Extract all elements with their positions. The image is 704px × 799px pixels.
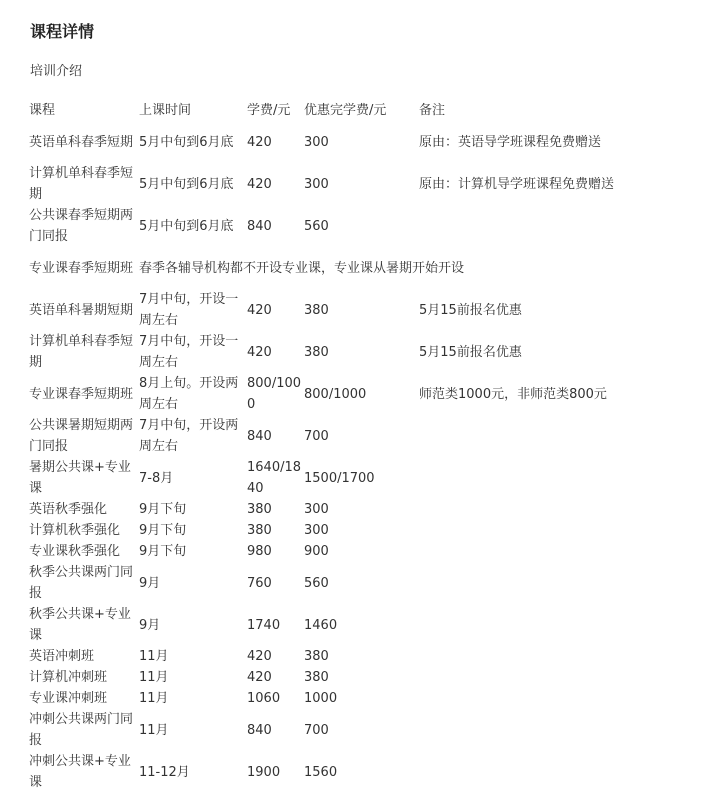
cell-course-name: 英语秋季强化 (29, 502, 108, 517)
cell-note (419, 751, 669, 793)
page-title: 课程详情 (30, 22, 95, 41)
table-row (29, 499, 669, 520)
cell-note (419, 604, 669, 646)
cell-note: 原由：计算机导学班课程免费赠送 (419, 176, 615, 192)
cell-discount-fee: 300 (304, 502, 329, 517)
header-note: 备注 (419, 103, 446, 118)
table-body (29, 121, 669, 793)
cell-fee: 1740 (247, 617, 281, 633)
cell-time: 11月 (139, 649, 169, 664)
header-fee: 学费/元 (247, 103, 291, 118)
cell-time: 11-12月 (139, 764, 190, 780)
cell-discount-fee: 380 (304, 344, 329, 360)
table-row (29, 457, 669, 499)
cell-course-name: 英语单科春季短期 (29, 134, 134, 150)
table-row (29, 121, 669, 163)
cell-discount-fee: 560 (304, 575, 329, 591)
table-row (29, 688, 669, 709)
cell-course-name: 计算机秋季强化 (29, 523, 121, 538)
cell-course-name: 专业课春季短期班 (29, 260, 134, 276)
cell-course-name: 冲刺公共课两门同报 (29, 712, 134, 748)
cell-fee: 380 (247, 502, 272, 517)
cell-note (419, 646, 669, 667)
header-course: 课程 (29, 103, 56, 118)
cell-course-name: 公共课春季短期两门同报 (29, 208, 134, 244)
cell-note (419, 205, 669, 247)
cell-time: 9月下旬 (139, 544, 187, 559)
cell-time: 5月中旬到6月底 (139, 218, 234, 234)
cell-time: 9月下旬 (139, 523, 187, 538)
cell-discount-fee: 1460 (304, 617, 338, 633)
cell-course-name: 计算机单科春季短期 (29, 334, 134, 370)
cell-discount-fee: 700 (304, 428, 329, 444)
cell-course-name: 冲刺公共课+专业课 (29, 754, 131, 790)
cell-course-name: 英语单科暑期短期 (29, 302, 134, 318)
table-row (29, 562, 669, 604)
cell-note (419, 667, 669, 688)
cell-discount-fee: 800/1000 (304, 386, 367, 402)
cell-time: 11月 (139, 722, 169, 738)
cell-note (419, 520, 669, 541)
cell-time: 11月 (139, 670, 169, 685)
cell-note (419, 499, 669, 520)
cell-time: 11月 (139, 691, 169, 706)
header-time: 上课时间 (139, 103, 192, 118)
cell-discount-fee: 1560 (304, 764, 338, 780)
cell-course-name: 英语冲刺班 (29, 649, 95, 664)
cell-fee: 1640/1840 (247, 460, 302, 496)
cell-course-name: 专业课冲刺班 (29, 691, 108, 706)
cell-discount-fee: 300 (304, 176, 329, 192)
cell-note: 5月15前报名优惠 (419, 344, 522, 360)
section-title: 培训介绍 (30, 64, 83, 79)
table-row (29, 541, 669, 562)
cell-discount-fee: 300 (304, 523, 329, 538)
table-row (29, 604, 669, 646)
cell-fee: 840 (247, 722, 272, 738)
cell-discount-fee: 380 (304, 649, 329, 664)
cell-discount-fee: 300 (304, 134, 329, 150)
cell-fee: 420 (247, 134, 272, 150)
table-row (29, 520, 669, 541)
table-row (29, 751, 669, 793)
cell-time: 7月中旬，开设一周左右 (139, 334, 239, 370)
cell-discount-fee: 380 (304, 670, 329, 685)
cell-time: 8月上旬。开设两周左右 (139, 376, 239, 412)
cell-time: 5月中旬到6月底 (139, 176, 234, 192)
cell-course-name: 秋季公共课两门同报 (29, 565, 134, 601)
cell-time: 5月中旬到6月底 (139, 134, 234, 150)
table-row (29, 373, 669, 415)
cell-course-name: 计算机单科春季短期 (29, 166, 134, 202)
table-row (29, 205, 669, 247)
cell-discount-fee: 380 (304, 302, 329, 318)
cell-fee: 840 (247, 428, 272, 444)
cell-discount-fee: 700 (304, 722, 329, 738)
cell-fee: 840 (247, 218, 272, 234)
cell-time: 7-8月 (139, 470, 174, 486)
cell-fee: 760 (247, 575, 272, 591)
table-row (29, 289, 669, 331)
cell-time: 7月中旬，开设两周左右 (139, 418, 239, 454)
cell-time: 9月 (139, 617, 161, 633)
cell-fee: 1060 (247, 691, 281, 706)
course-table (29, 100, 669, 793)
cell-note (419, 709, 669, 751)
cell-time: 7月中旬，开设一周左右 (139, 292, 239, 328)
cell-note: 师范类1000元，非师范类800元 (419, 386, 607, 402)
cell-time: 9月下旬 (139, 502, 187, 517)
cell-course-name: 暑期公共课+专业课 (29, 460, 131, 496)
table-row (29, 667, 669, 688)
cell-course-name: 专业课春季短期班 (29, 386, 134, 402)
cell-note (419, 541, 669, 562)
cell-course-name: 计算机冲刺班 (29, 670, 108, 685)
table-row (29, 646, 669, 667)
cell-fee: 380 (247, 523, 272, 538)
cell-discount-fee: 560 (304, 218, 329, 234)
cell-note (419, 688, 669, 709)
cell-note (419, 457, 669, 499)
cell-fee: 800/1000 (247, 376, 302, 412)
cell-fee: 420 (247, 344, 272, 360)
cell-discount-fee: 900 (304, 544, 329, 559)
cell-discount-fee: 1000 (304, 691, 338, 706)
cell-fee: 1900 (247, 764, 281, 780)
cell-discount-fee: 1500/1700 (304, 470, 375, 486)
cell-fee: 420 (247, 670, 272, 685)
table-row (29, 247, 669, 289)
cell-time: 9月 (139, 575, 161, 591)
cell-merged-note: 春季各辅导机构都不开设专业课，专业课从暑期开始开设 (139, 260, 465, 276)
cell-note: 原由：英语导学班课程免费赠送 (419, 134, 602, 150)
cell-note (419, 415, 669, 457)
cell-fee: 420 (247, 302, 272, 318)
cell-fee: 980 (247, 544, 272, 559)
table-row (29, 709, 669, 751)
table-row (29, 331, 669, 373)
header-discount-fee: 优惠完学费/元 (304, 103, 387, 118)
cell-course-name: 专业课秋季强化 (29, 544, 121, 559)
table-header-row (29, 100, 669, 121)
cell-fee: 420 (247, 176, 272, 192)
cell-course-name: 公共课暑期短期两门同报 (29, 418, 134, 454)
table-row (29, 163, 669, 205)
table-row (29, 415, 669, 457)
cell-fee: 420 (247, 649, 272, 664)
cell-course-name: 秋季公共课+专业课 (29, 607, 131, 643)
cell-note: 5月15前报名优惠 (419, 302, 522, 318)
cell-note (419, 562, 669, 604)
